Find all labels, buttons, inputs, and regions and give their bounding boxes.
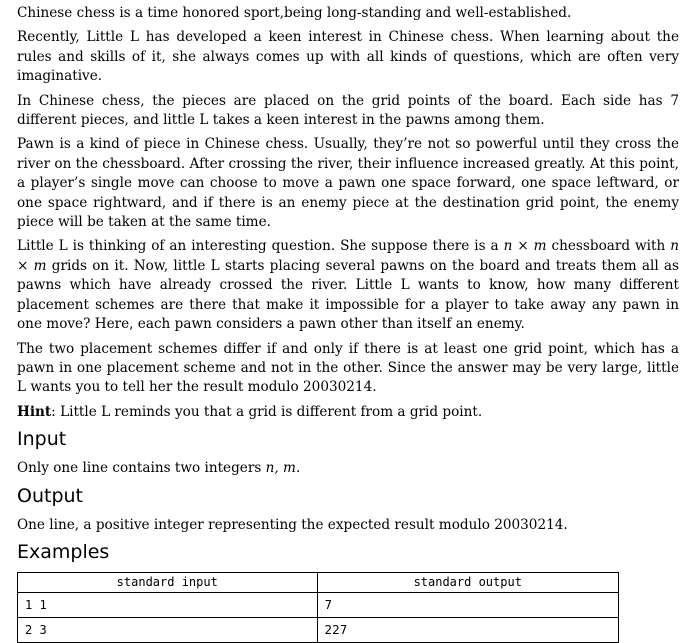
hint-label: Hint [17, 403, 52, 420]
examples-table [17, 572, 619, 643]
paragraph-5-times-1: × [512, 238, 534, 255]
math-n: n [670, 238, 679, 255]
input-text-b: . [295, 460, 301, 477]
table-row [18, 593, 619, 618]
paragraph-5-text-a: Little L is thinking of an interesting question. She suppose there is a [17, 238, 504, 255]
statement-paragraph-4: Pawn is a kind of piece in Chinese chess. Usually, they’re not so powerful until they cross the river on the chessboard. After crossing the river, their influence increased greatly. At this point, a player’s single move can choose to move a pawn one space forward, one space leftward, or one space rightward, and if there is an enemy piece at the destination grid point, the enemy piece will be taken at the same time. [17, 136, 679, 231]
example-input-cell: 2 3 [18, 618, 318, 643]
hint-text: : Little L reminds you that a grid is different from a grid point. [51, 403, 483, 420]
statement-paragraph-5 [17, 237, 679, 334]
hint-paragraph [17, 403, 679, 422]
problem-statement [17, 4, 679, 643]
examples-header-row [18, 572, 619, 592]
table-row [18, 618, 619, 643]
math-m: m [33, 257, 47, 274]
statement-paragraph-1: Chinese chess is a time honored sport,being long-standing and well-established. [17, 5, 572, 21]
input-text-a: Only one line contains two integers [17, 460, 266, 477]
output-heading: Output [17, 484, 83, 507]
examples-heading: Examples [17, 540, 110, 563]
paragraph-5-times-2: × [17, 257, 34, 274]
input-heading: Input [17, 428, 67, 451]
example-input-cell: 1 1 [18, 593, 318, 618]
output-description: One line, a positive integer representing the expected result modulo 20030214. [17, 516, 568, 533]
statement-paragraph-2: Recently, Little L has developed a keen interest in Chinese chess. When learning about the rules and skills of it, she always comes up with all kinds of questions, which are often very imaginative. [17, 29, 679, 85]
paragraph-5-text-e: grids on it. Now, little L starts placing several pawns on the board and treats them all as pawns which have already crossed the river. Little L wants to know, how many different placement schemes are there that make it impossible for a player to take away any pawn in one move? Here, each pawn considers a pawn other than itself an enemy. [17, 257, 679, 333]
statement-paragraph-3: In Chinese chess, the pieces are placed on the grid points of the board. Each side has 7 different pieces, and little L takes a keen interest in the pawns among them. [17, 92, 679, 129]
statement-paragraph-6: The two placement schemes differ if and only if there is at least one grid point, which has a pawn in one placement scheme and not in the other. Since the answer may be very large, little L wants you to tell her the result modulo 20030214. [17, 340, 679, 396]
paragraph-5-text-c: chessboard with [546, 238, 671, 255]
example-output-cell: 227 [317, 618, 619, 643]
math-n: n [503, 238, 513, 255]
standard-output-header: standard output [317, 572, 619, 592]
input-math: n, m [265, 460, 296, 477]
example-output-cell: 7 [317, 593, 619, 618]
standard-input-header: standard input [18, 572, 318, 592]
input-description [17, 459, 679, 478]
math-m: m [533, 238, 547, 255]
